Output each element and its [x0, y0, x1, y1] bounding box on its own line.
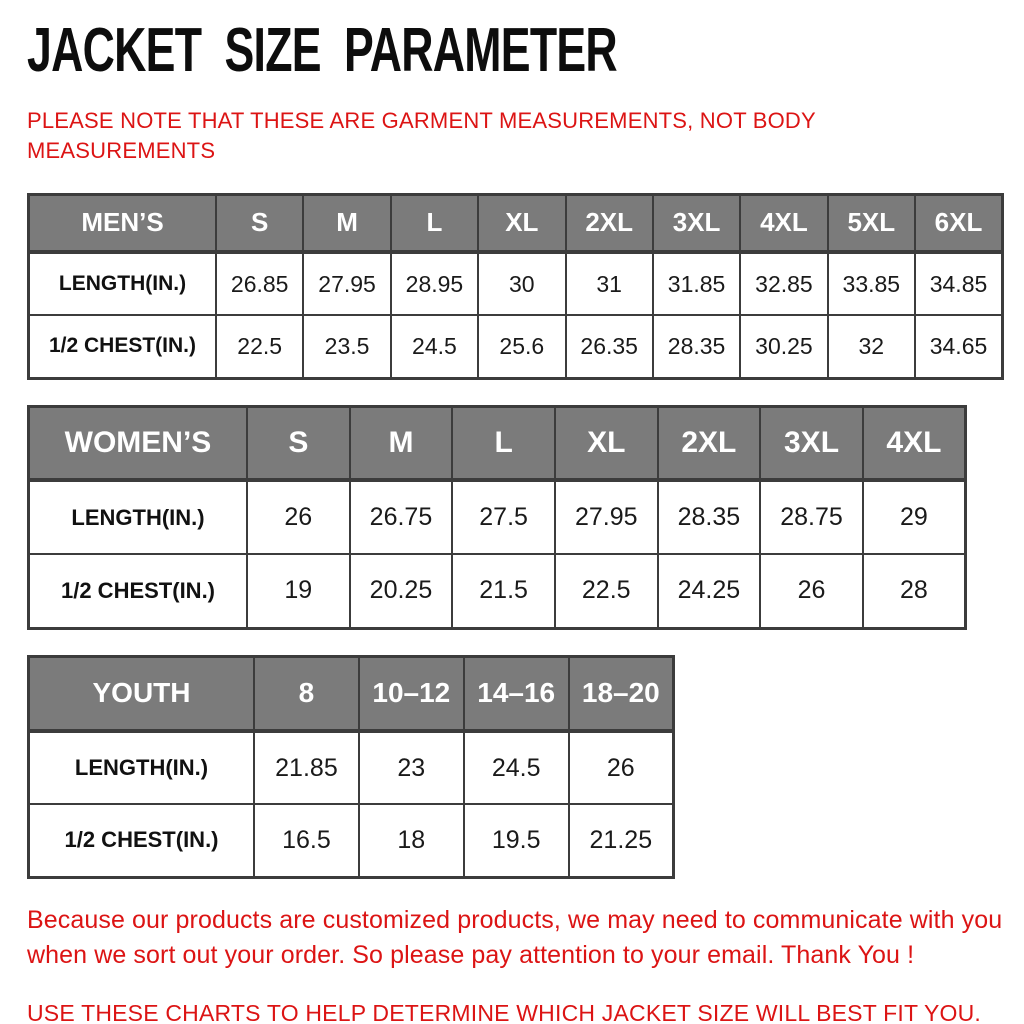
size-value-cell: 33.85: [828, 252, 915, 315]
size-value-cell: 18: [359, 804, 464, 877]
row-label: 1/2 CHEST(IN.): [29, 554, 248, 628]
size-value-cell: 21.5: [452, 554, 555, 628]
size-value-cell: 31: [566, 252, 653, 315]
youth-size-table-body: [29, 731, 674, 877]
womens-data-row: [29, 554, 966, 628]
size-value-cell: 34.65: [915, 315, 1003, 378]
size-column-header: 4XL: [740, 194, 827, 252]
youth-table-title: YOUTH: [29, 656, 255, 731]
size-value-cell: 27.95: [555, 480, 658, 554]
size-value-cell: 20.25: [350, 554, 453, 628]
mens-table-title: MEN’S: [29, 194, 217, 252]
womens-table-title: WOMEN’S: [29, 406, 248, 480]
size-column-header: S: [247, 406, 350, 480]
size-column-header: 10–12: [359, 656, 464, 731]
row-label: 1/2 CHEST(IN.): [29, 315, 217, 378]
size-value-cell: 22.5: [216, 315, 303, 378]
row-label: LENGTH(IN.): [29, 731, 255, 804]
chart-usage-instruction: USE THESE CHARTS TO HELP DETERMINE WHICH JACKET SIZE WILL BEST FIT YOU.: [27, 999, 981, 1024]
size-column-header: 18–20: [569, 656, 674, 731]
womens-size-table-header: [29, 406, 966, 480]
size-value-cell: 23: [359, 731, 464, 804]
size-column-header: L: [452, 406, 555, 480]
size-value-cell: 27.95: [303, 252, 390, 315]
size-value-cell: 26: [760, 554, 863, 628]
mens-header-row: [29, 194, 1003, 252]
row-label: LENGTH(IN.): [29, 480, 248, 554]
size-column-header: 4XL: [863, 406, 966, 480]
size-value-cell: 16.5: [254, 804, 359, 877]
size-value-cell: 27.5: [452, 480, 555, 554]
womens-size-table-body: [29, 480, 966, 628]
size-column-header: 14–16: [464, 656, 569, 731]
size-column-header: XL: [555, 406, 658, 480]
size-column-header: 8: [254, 656, 359, 731]
size-value-cell: 28.35: [658, 480, 761, 554]
size-value-cell: 26.35: [566, 315, 653, 378]
garment-measurement-note: PLEASE NOTE THAT THESE ARE GARMENT MEASUREMENTS, NOT BODY MEASUREMENTS: [27, 108, 816, 164]
size-column-header: 6XL: [915, 194, 1003, 252]
mens-data-row: [29, 315, 1003, 378]
size-value-cell: 30: [478, 252, 565, 315]
size-value-cell: 34.85: [915, 252, 1003, 315]
size-value-cell: 31.85: [653, 252, 740, 315]
size-value-cell: 28: [863, 554, 966, 628]
youth-data-row: [29, 804, 674, 877]
size-value-cell: 19.5: [464, 804, 569, 877]
size-value-cell: 24.5: [391, 315, 478, 378]
size-value-cell: 19: [247, 554, 350, 628]
size-value-cell: 22.5: [555, 554, 658, 628]
size-value-cell: 26.75: [350, 480, 453, 554]
size-value-cell: 21.85: [254, 731, 359, 804]
mens-size-table-body: [29, 252, 1003, 378]
size-column-header: XL: [478, 194, 565, 252]
size-value-cell: 30.25: [740, 315, 827, 378]
row-label: LENGTH(IN.): [29, 252, 217, 315]
youth-data-row: [29, 731, 674, 804]
size-value-cell: 26: [247, 480, 350, 554]
size-column-header: S: [216, 194, 303, 252]
size-value-cell: 29: [863, 480, 966, 554]
womens-header-row: [29, 406, 966, 480]
mens-size-table-header: [29, 194, 1003, 252]
size-value-cell: 26.85: [216, 252, 303, 315]
size-value-cell: 23.5: [303, 315, 390, 378]
size-value-cell: 24.25: [658, 554, 761, 628]
size-value-cell: 28.95: [391, 252, 478, 315]
size-column-header: 3XL: [760, 406, 863, 480]
size-value-cell: 28.75: [760, 480, 863, 554]
size-column-header: 5XL: [828, 194, 915, 252]
size-value-cell: 28.35: [653, 315, 740, 378]
youth-size-table-header: [29, 656, 674, 731]
size-value-cell: 26: [569, 731, 674, 804]
mens-size-table: [27, 193, 1004, 380]
size-column-header: 2XL: [566, 194, 653, 252]
size-value-cell: 25.6: [478, 315, 565, 378]
mens-data-row: [29, 252, 1003, 315]
size-column-header: 3XL: [653, 194, 740, 252]
size-value-cell: 32: [828, 315, 915, 378]
size-column-header: M: [350, 406, 453, 480]
size-value-cell: 21.25: [569, 804, 674, 877]
size-column-header: M: [303, 194, 390, 252]
customization-notice: Because our products are customized products, we may need to communicate with you when we sort out your order. So please pay attention to your email. Thank You !: [27, 905, 1003, 970]
row-label: 1/2 CHEST(IN.): [29, 804, 255, 877]
page-title: JACKET SIZE PARAMETER: [27, 16, 617, 85]
size-column-header: L: [391, 194, 478, 252]
youth-header-row: [29, 656, 674, 731]
womens-size-table: [27, 405, 967, 630]
womens-data-row: [29, 480, 966, 554]
youth-size-table: [27, 655, 675, 879]
size-column-header: 2XL: [658, 406, 761, 480]
size-value-cell: 24.5: [464, 731, 569, 804]
size-value-cell: 32.85: [740, 252, 827, 315]
